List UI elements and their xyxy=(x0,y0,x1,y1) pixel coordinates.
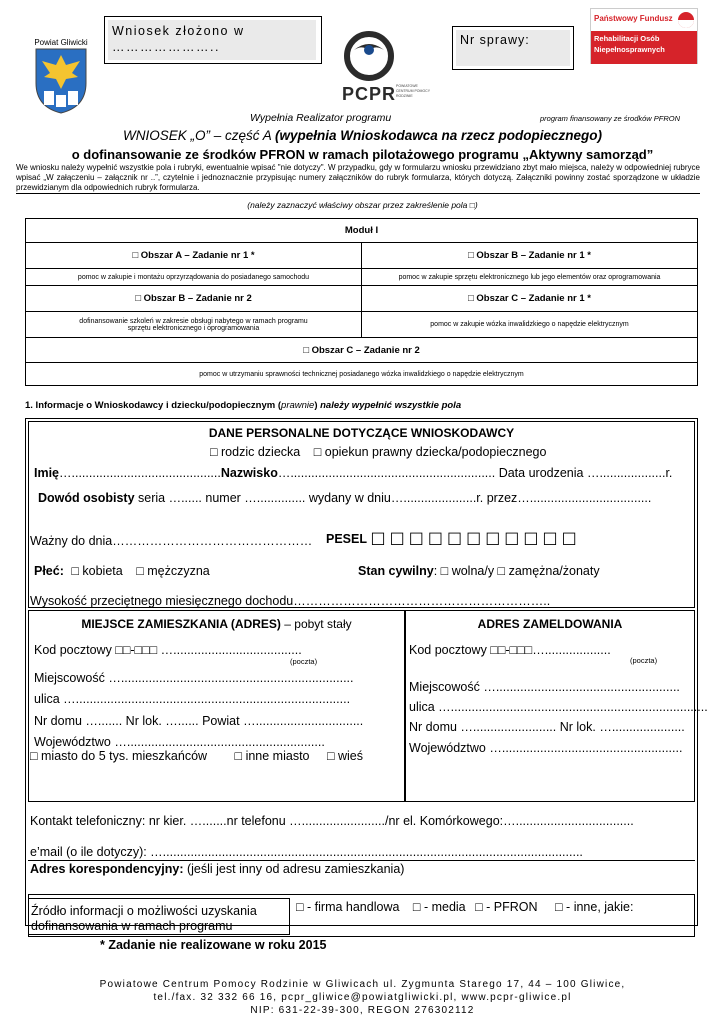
title-form-name: WNIOSEK „O” – część A xyxy=(122,128,275,143)
role-parent-checkbox[interactable]: □ rodzic dziecka xyxy=(210,445,301,459)
footer-line-2: tel./fax. 32 332 66 16, pcpr_gliwice@powiatgliwicki.pl, www.pcpr-gliwice.pl xyxy=(153,992,572,1003)
case-number-box xyxy=(452,26,574,70)
area-c-task-2[interactable]: □ Obszar C – Zadanie nr 2 xyxy=(26,338,698,363)
id-card-label: Dowód osobisty xyxy=(38,491,135,505)
pcpr-subtext: POWIATOWE CENTRUM POMOCY RODZINIE xyxy=(396,84,430,98)
registration-heading: ADRES ZAMELDOWANIA xyxy=(477,617,623,631)
section-1-heading xyxy=(25,400,461,411)
source-media[interactable]: □ - media xyxy=(412,900,466,914)
pfron-line1: Państwowy Fundusz xyxy=(594,14,673,23)
footer-line-3: NIP: 631-22-39-300, REGON 276302112 xyxy=(250,1005,475,1016)
name-row xyxy=(34,466,672,480)
pcpr-logo-icon xyxy=(344,30,394,82)
correspondence-note: (jeśli jest inny od adresu zamieszkania) xyxy=(183,862,405,876)
pfron-line3: Niepełnosprawnych xyxy=(594,45,665,54)
source-pfron[interactable]: □ - PFRON xyxy=(475,900,538,914)
sex-label: Płeć: xyxy=(34,564,64,578)
income-field[interactable]: Wysokość przeciętnego miesięcznego dochodu…………………………………………………….. xyxy=(30,594,551,608)
first-name-field[interactable]: …........................................... xyxy=(59,466,221,480)
footer-line-1: Powiatowe Centrum Pomocy Rodzinie w Gliwicach ul. Zygmunta Starego 17, 44 – 100 Gliwice, xyxy=(99,979,626,990)
section-1-c: ) xyxy=(314,400,321,411)
id-row xyxy=(38,491,651,505)
pfron-logo xyxy=(590,8,698,64)
sex-row xyxy=(34,564,210,578)
res-voivodeship[interactable]: Województwo …......................................................... xyxy=(34,735,325,749)
pcpr-logo xyxy=(340,28,430,108)
case-number-label: Nr sprawy: xyxy=(460,33,530,47)
reg-house[interactable]: Nr domu …........................ Nr lok. …..................... xyxy=(409,720,685,734)
phone-field[interactable]: Kontakt telefoniczny: nr kier. ….......nr telefonu …......................../nr el. Komórkowego:….................................. xyxy=(30,814,634,828)
reg-poczta-note: (poczta) xyxy=(630,656,658,665)
submission-box xyxy=(104,16,322,64)
area-b-task-1-desc: pomoc w zakupie sprzętu elektronicznego lub jego elementów oraz oprogramowania xyxy=(362,269,698,286)
role-row xyxy=(210,445,546,459)
area-a-task-1-desc: pomoc w zakupie i montażu oprzyrządowania do posiadanego samochodu xyxy=(26,269,362,286)
source-other[interactable]: □ - inne, jakie: xyxy=(555,900,634,914)
id-card-fields[interactable]: seria …...... numer ….............. wydany w dniu….....................r. przez…................................... xyxy=(134,491,652,505)
title-form-sub: (wypełnia Wnioskodawca na rzecz podopiecznego) xyxy=(274,128,603,143)
reg-postal-code[interactable]: Kod pocztowy □□-□□□…................... xyxy=(409,643,611,657)
residence-heading-a: MIEJSCE ZAMIESZKANIA (ADRES) xyxy=(81,617,281,631)
correspondence-label: Adres korespondencyjny: xyxy=(30,862,184,876)
pcpr-text: PCPR xyxy=(342,84,397,104)
marital-row xyxy=(358,564,600,578)
area-c-task-1[interactable]: □ Obszar C – Zadanie nr 1 * xyxy=(362,286,698,312)
pesel-row xyxy=(326,528,581,547)
residence-heading xyxy=(28,617,405,631)
source-options xyxy=(296,900,633,914)
area-a-task-1[interactable]: □ Obszar A – Zadanie nr 1 * xyxy=(26,243,362,269)
email-field[interactable]: e’mail (o ile dotyczy): …......................................................................................................................... xyxy=(30,845,583,859)
sex-male-checkbox[interactable]: □ mężczyzna xyxy=(136,564,210,578)
res-city[interactable]: Miejscowość …................................................................... xyxy=(34,671,354,685)
powiat-label: Powiat Gliwicki xyxy=(34,38,88,47)
res-street[interactable]: ulica …............................................................................... xyxy=(34,692,351,706)
section-1-d: należy wypełnić wszystkie pola xyxy=(320,400,462,411)
area-c-task-1-desc: pomoc w zakupie wózka inwalidzkiego o napędzie elektrycznym xyxy=(362,312,698,338)
residence-heading-b: – pobyt stały xyxy=(280,617,352,631)
footer xyxy=(0,978,725,1017)
source-firm[interactable]: □ - firma handlowa xyxy=(296,900,400,914)
reg-city[interactable]: Miejscowość …..................................................... xyxy=(409,680,680,694)
reg-street[interactable]: ulica ….......................................................................... xyxy=(409,700,708,714)
res-poczta-note: (poczta) xyxy=(290,657,318,666)
correspondence-row xyxy=(30,862,404,876)
residence-box xyxy=(28,610,405,802)
area-b-task-2-desc: dofinansowanie szkoleń w zakresie obsługi nabytego w ramach programu sprzętu elektronicznego i oprogramowania xyxy=(26,312,362,338)
last-name-field[interactable]: …........................................................... xyxy=(277,466,496,480)
powiat-crest xyxy=(30,38,92,116)
correspondence-rule xyxy=(28,860,695,861)
res-locality-options xyxy=(30,749,363,763)
footnote: * Zadanie nie realizowane w roku 2015 xyxy=(100,938,327,952)
instructions: We wniosku należy wypełnić wszystkie pola i rubryki, ewentualnie wpisać "nie dotyczy". W przypadku, gdy w formularzu wniosku przewidziano zbyt mało miejsca, należy w odpowiedniej rubryce wpisać „W załączeniu – załącznik nr ..”, czytelnie i jednoznacznie przypisując numery załączników do rubryk formularza, których dotyczą. Załączniki powinny zostać sporządzone w układzie przewidzianym dla odpowiednich rubryk formularza. xyxy=(16,163,700,192)
header-rule xyxy=(16,193,700,194)
first-name-label: Imię xyxy=(34,466,60,480)
title-line-1 xyxy=(0,128,725,143)
submission-dots[interactable]: ………………….. xyxy=(112,40,220,54)
area-b-task-2[interactable]: □ Obszar B – Zadanie nr 2 xyxy=(26,286,362,312)
realizator-note: Wypełnia Realizator programu xyxy=(250,112,392,124)
powiat-crest-icon xyxy=(30,47,92,115)
financing-note: program finansowany ze środków PFRON xyxy=(540,114,681,123)
role-guardian-checkbox[interactable]: □ opiekun prawny dziecka/podopiecznego xyxy=(313,445,547,459)
last-name-label: Nazwisko xyxy=(220,466,278,480)
area-c-task-2-desc: pomoc w utrzymaniu sprawności technicznej posiadanego wózka inwalidzkiego o napędzie elektrycznym xyxy=(26,363,698,386)
section-1-b: prawnie xyxy=(281,400,315,411)
valid-until-field[interactable]: Ważny do dnia………………………………………… xyxy=(30,534,313,548)
sex-female-checkbox[interactable]: □ kobieta xyxy=(71,564,123,578)
opt-small-town[interactable]: □ miasto do 5 tys. mieszkańców xyxy=(30,749,208,763)
marital-options[interactable]: : □ wolna/y □ zamężna/żonaty xyxy=(433,564,600,578)
res-postal-code[interactable]: Kod pocztowy □□-□□□ …..................................... xyxy=(34,643,302,657)
pesel-boxes[interactable]: □□□□□□□□□□□ xyxy=(370,528,581,547)
reg-voivodeship[interactable]: Województwo ….................................................... xyxy=(409,741,683,755)
pfron-line2: Rehabilitacji Osób xyxy=(594,34,660,43)
personal-heading: DANE PERSONALNE DOTYCZĄCE WNIOSKODAWCY xyxy=(208,426,515,440)
title-line-2: o dofinansowanie ze środków PFRON w ramach pilotażowego programu „Aktywny samorząd” xyxy=(71,147,654,162)
birth-date-field[interactable]: Data urodzenia …...................r. xyxy=(495,466,673,480)
area-b-task-1[interactable]: □ Obszar B – Zadanie nr 1 * xyxy=(362,243,698,269)
submission-label: Wniosek złożono w xyxy=(112,24,245,38)
section-1-a: 1. Informacje o Wnioskodawcy i dziecku/podopiecznym ( xyxy=(25,400,282,411)
module-title: Moduł I xyxy=(26,219,698,243)
source-label: Źródło informacji o możliwości uzyskania dofinansowania w ramach programu xyxy=(31,904,257,933)
module-table xyxy=(25,218,698,386)
marital-label: Stan cywilny xyxy=(358,564,434,578)
mark-note: (należy zaznaczyć właściwy obszar przez zakreślenie pola □) xyxy=(247,200,478,210)
opt-other-town[interactable]: □ inne miasto xyxy=(234,749,310,763)
res-house[interactable]: Nr domu …....... Nr lok. …...... Powiat …............................... xyxy=(34,714,364,728)
pfron-mark-icon xyxy=(677,11,695,29)
pesel-label: PESEL xyxy=(326,532,367,546)
opt-village[interactable]: □ wieś xyxy=(326,749,364,763)
